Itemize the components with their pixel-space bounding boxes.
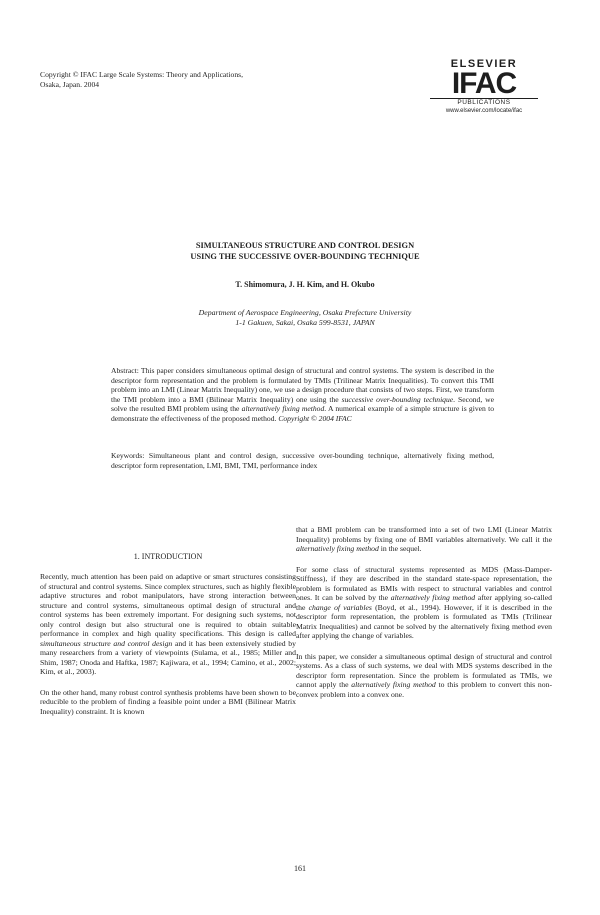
copyright-line-2: Osaka, Japan. 2004 (40, 80, 100, 89)
abstract-text-3: . A numerical example of a simple structure is given to demonstrate the effectiveness of the proposed method. (111, 404, 494, 423)
paragraph-text: after applying so-called the (296, 593, 553, 612)
abstract-text-1: Abstract: This paper considers simultaneous optimal design of structural and control systems. The system is described in the descriptor form representation and the problem is formulated by TMIs (Trilinear Matrix Inequalities). To convert this TMI problem into an LMI (Linear Matrix Inequality) one, we use a design procedure that consists of two steps. First, we transform the TMI problem into a BMI (Bilinear Matrix Inequality) one using the (111, 366, 494, 404)
title-line-2: USING THE SUCCESSIVE OVER-BOUNDING TECHNIQUE (190, 252, 420, 261)
ifac-logo: IFAC (451, 67, 517, 100)
copyright-notice (40, 70, 300, 90)
affiliation-line-2: 1-1 Gakuen, Sakai, Osaka 599-8531, JAPAN (235, 318, 375, 327)
right-column (296, 525, 552, 710)
elsevier-wordmark: ELSEVIER (450, 58, 518, 70)
abstract (111, 366, 494, 424)
paragraph-text: and it has been extensively studied by many researchers from a variety of viewpoints (Sulama, et al., 1985; Miller and Shim, 1987; Onoda and Haftka, 1987; Kajiwara, et al., 1994; Camino, et al., 2002; Kim, et al., 2003). (40, 638, 296, 676)
page-number: 161 (294, 864, 306, 873)
paragraph (296, 652, 552, 700)
section-heading: 1. INTRODUCTION (133, 552, 203, 561)
affiliation (120, 308, 490, 328)
paragraph-emphasis: alternatively fixing method (351, 680, 436, 689)
publisher-logo (420, 58, 548, 115)
publisher-url: www.elsevier.com/locate/ifac (445, 108, 523, 114)
paragraph (296, 565, 552, 641)
paragraph (40, 572, 296, 677)
paragraph-emphasis: alternatively fixing method (390, 593, 476, 602)
paper-title (120, 240, 490, 262)
paragraph-text: For some class of structural systems represented as MDS (Mass-Damper-Stiffness), if they are described in the standard state-space representation, the problem is formulated as BMIs with respect to structural variables and control ones. It can be solved by the (296, 564, 552, 602)
paragraph: On the other hand, many robust control synthesis problems have been shown to be reducible to the problem of finding a feasible point under a BMI (Bilinear Matrix Inequality) constraint. It is known (40, 687, 296, 716)
abstract-emphasis-2: alternatively fixing method (241, 404, 325, 414)
keywords: Keywords: Simultaneous plant and control design, successive over-bounding technique, alternatively fixing method, descriptor form representation, LMI, BMI, TMI, performance index (111, 451, 494, 470)
abstract-text-2: . Second, we solve the resulted BMI problem using the (111, 394, 495, 414)
paragraph-text: in the sequel. (380, 544, 422, 553)
publications-label: PUBLICATIONS (430, 98, 538, 107)
paragraph-emphasis: alternatively fixing method (296, 544, 379, 553)
paragraph-emphasis: change of variables (308, 602, 372, 612)
paragraph-text: In this paper, we consider a simultaneous optimal design of structural and control systems. As a class of such systems, we deal with MDS systems described in the descriptor form representation. Since the problem is formulated as TMIs, we cannot apply the (296, 651, 552, 689)
paragraph-text: Recently, much attention has been paid on adaptive or smart structures consisting of structural and control systems. Since complex structures, such as highly flexible adaptive structures and robot manipulators, have strong interaction between structure and control systems, simultaneous optimal design of structural and control systems has been extremely important. For designing such systems, not only control design but also structural one is required to obtain suitable performance in complex and high quality specifications. This design is called (40, 572, 296, 638)
authors: T. Shimomura, J. H. Kim, and H. Okubo (235, 280, 375, 289)
paragraph-text: to this problem to convert this non-convex problem into a convex one. (296, 680, 553, 699)
copyright-line-1: Copyright © IFAC Large Scale Systems: Theory and Applications, (40, 70, 243, 79)
abstract-copyright: Copyright © 2004 IFAC (278, 413, 352, 423)
left-column (40, 572, 296, 727)
abstract-emphasis-1: successive over-bounding technique (341, 394, 454, 404)
affiliation-line-1: Department of Aerospace Engineering, Osaka Prefecture University (198, 308, 412, 317)
paragraph (296, 525, 552, 554)
paragraph-text: that a BMI problem can be transformed into a set of two LMI (Linear Matrix Inequality) problems by fixing one of BMI variables alternatively. We call it the (296, 525, 552, 544)
paragraph-text: (Boyd, et al., 1994). However, if it is described in the descriptor form representation, the problem is formulated as TMIs (Trilinear Matrix Inequalities) and cannot be solved by the alternatively fixing method even after applying the change of variables. (296, 602, 553, 640)
paragraph-emphasis: simultaneous structure and control design (40, 638, 173, 648)
title-line-1: SIMULTANEOUS STRUCTURE AND CONTROL DESIGN (195, 241, 415, 250)
